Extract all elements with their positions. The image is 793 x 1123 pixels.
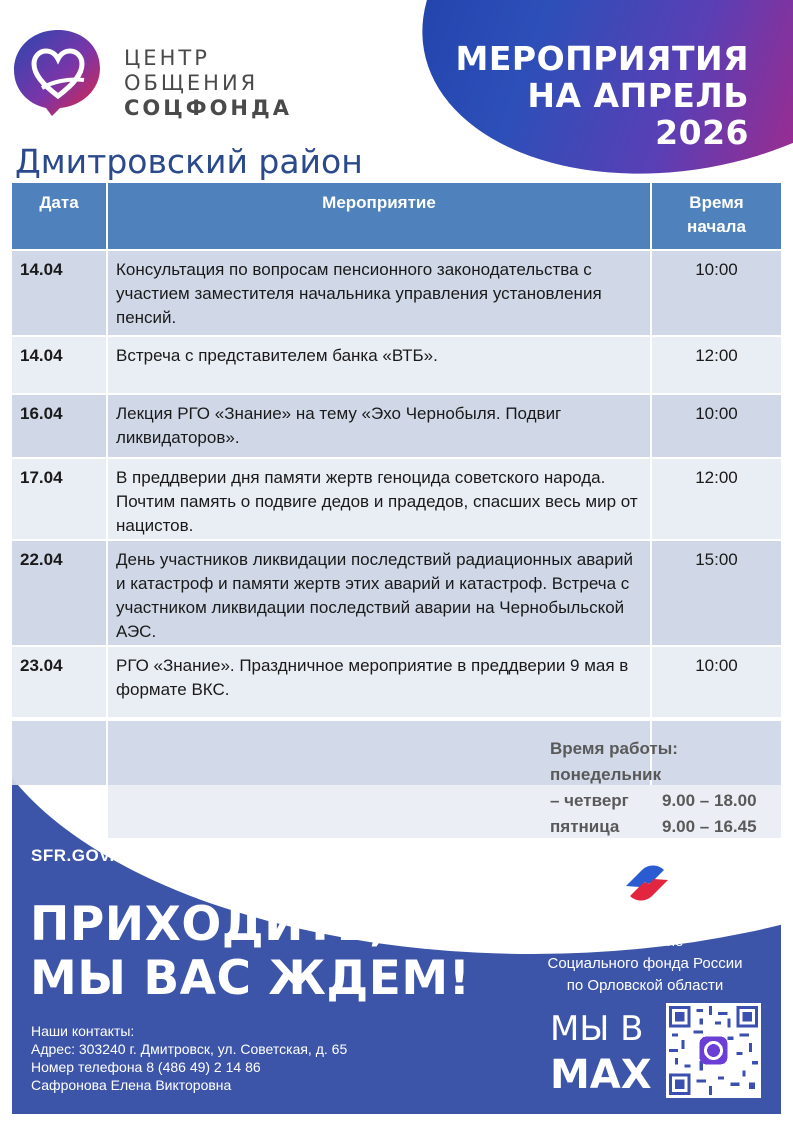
org-name: Отделение Социального фонда России по Орловской области	[547, 933, 743, 994]
logo-text: ЦЕНТР ОБЩЕНИЯ СОЦФОНДА	[124, 46, 292, 120]
table-row	[12, 335, 781, 393]
row-date: 22.04	[12, 541, 108, 645]
header-time: Время начала	[687, 193, 746, 236]
row-event: РГО «Знание». Праздничное мероприятие в преддверии 9 мая в формате ВКС.	[108, 647, 652, 717]
row-event: День участников ликвидации последствий радиационных аварий и катастроф и памяти жертв этих аварий и катастроф. Встреча с участником ликвидации последствий аварии на Чернобыльской АЭС.	[108, 541, 652, 645]
events-table	[12, 183, 781, 717]
table-row	[12, 539, 781, 645]
row-time: 15:00	[695, 550, 738, 569]
row-date: 16.04	[12, 395, 108, 457]
row-date: 23.04	[12, 647, 108, 717]
row-event: Встреча с представителем банка «ВТБ».	[108, 337, 652, 393]
table-row	[12, 645, 781, 717]
qr-code-icon[interactable]	[666, 1003, 761, 1098]
header-event: Мероприятие	[108, 183, 652, 249]
table-row	[12, 249, 781, 335]
working-hours: Время работы: понедельник – четверг 9.00 – 18.00 пятница 9.00 – 16.45	[550, 739, 757, 836]
row-event: Лекция РГО «Знание» на тему «Эхо Чернобыля. Подвиг ликвидаторов».	[108, 395, 652, 457]
slogan: ПРИХОДИТЕ, МЫ ВАС ЖДЕМ!	[30, 897, 471, 1006]
row-time: 12:00	[695, 346, 738, 365]
row-time: 10:00	[695, 260, 738, 279]
max-messenger-label: МЫ В MAX	[550, 1009, 652, 1098]
heart-logo-icon	[12, 26, 104, 118]
contacts-block: Наши контакты: Адрес: 303240 г. Дмитровск, ул. Советская, д. 65 Номер телефона 8 (486 49) 2 14 86 Сафронова Елена Викторовна	[31, 1023, 348, 1093]
website-link[interactable]: SFR.GOV.RU	[31, 846, 141, 865]
header-date: Дата	[12, 183, 108, 249]
table-header	[12, 183, 781, 249]
table-row	[12, 393, 781, 457]
row-time: 10:00	[695, 656, 738, 675]
row-event: Консультация по вопросам пенсионного законодательства с участием заместителя начальника управления установления пенсий.	[108, 251, 652, 335]
row-event: В преддверии дня памяти жертв геноцида советского народа. Почтим память о подвиге дедов и прадедов, спасших весь мир от нацистов.	[108, 459, 652, 539]
sfr-logo-icon	[606, 842, 688, 924]
row-time: 10:00	[695, 404, 738, 423]
district-heading: Дмитровский район	[15, 142, 363, 181]
row-date: 14.04	[12, 337, 108, 393]
row-date: 14.04	[12, 251, 108, 335]
row-time: 12:00	[695, 468, 738, 487]
row-date: 17.04	[12, 459, 108, 539]
page-title: МЕРОПРИЯТИЯ НА АПРЕЛЬ 2026	[455, 39, 749, 152]
table-row	[12, 457, 781, 539]
